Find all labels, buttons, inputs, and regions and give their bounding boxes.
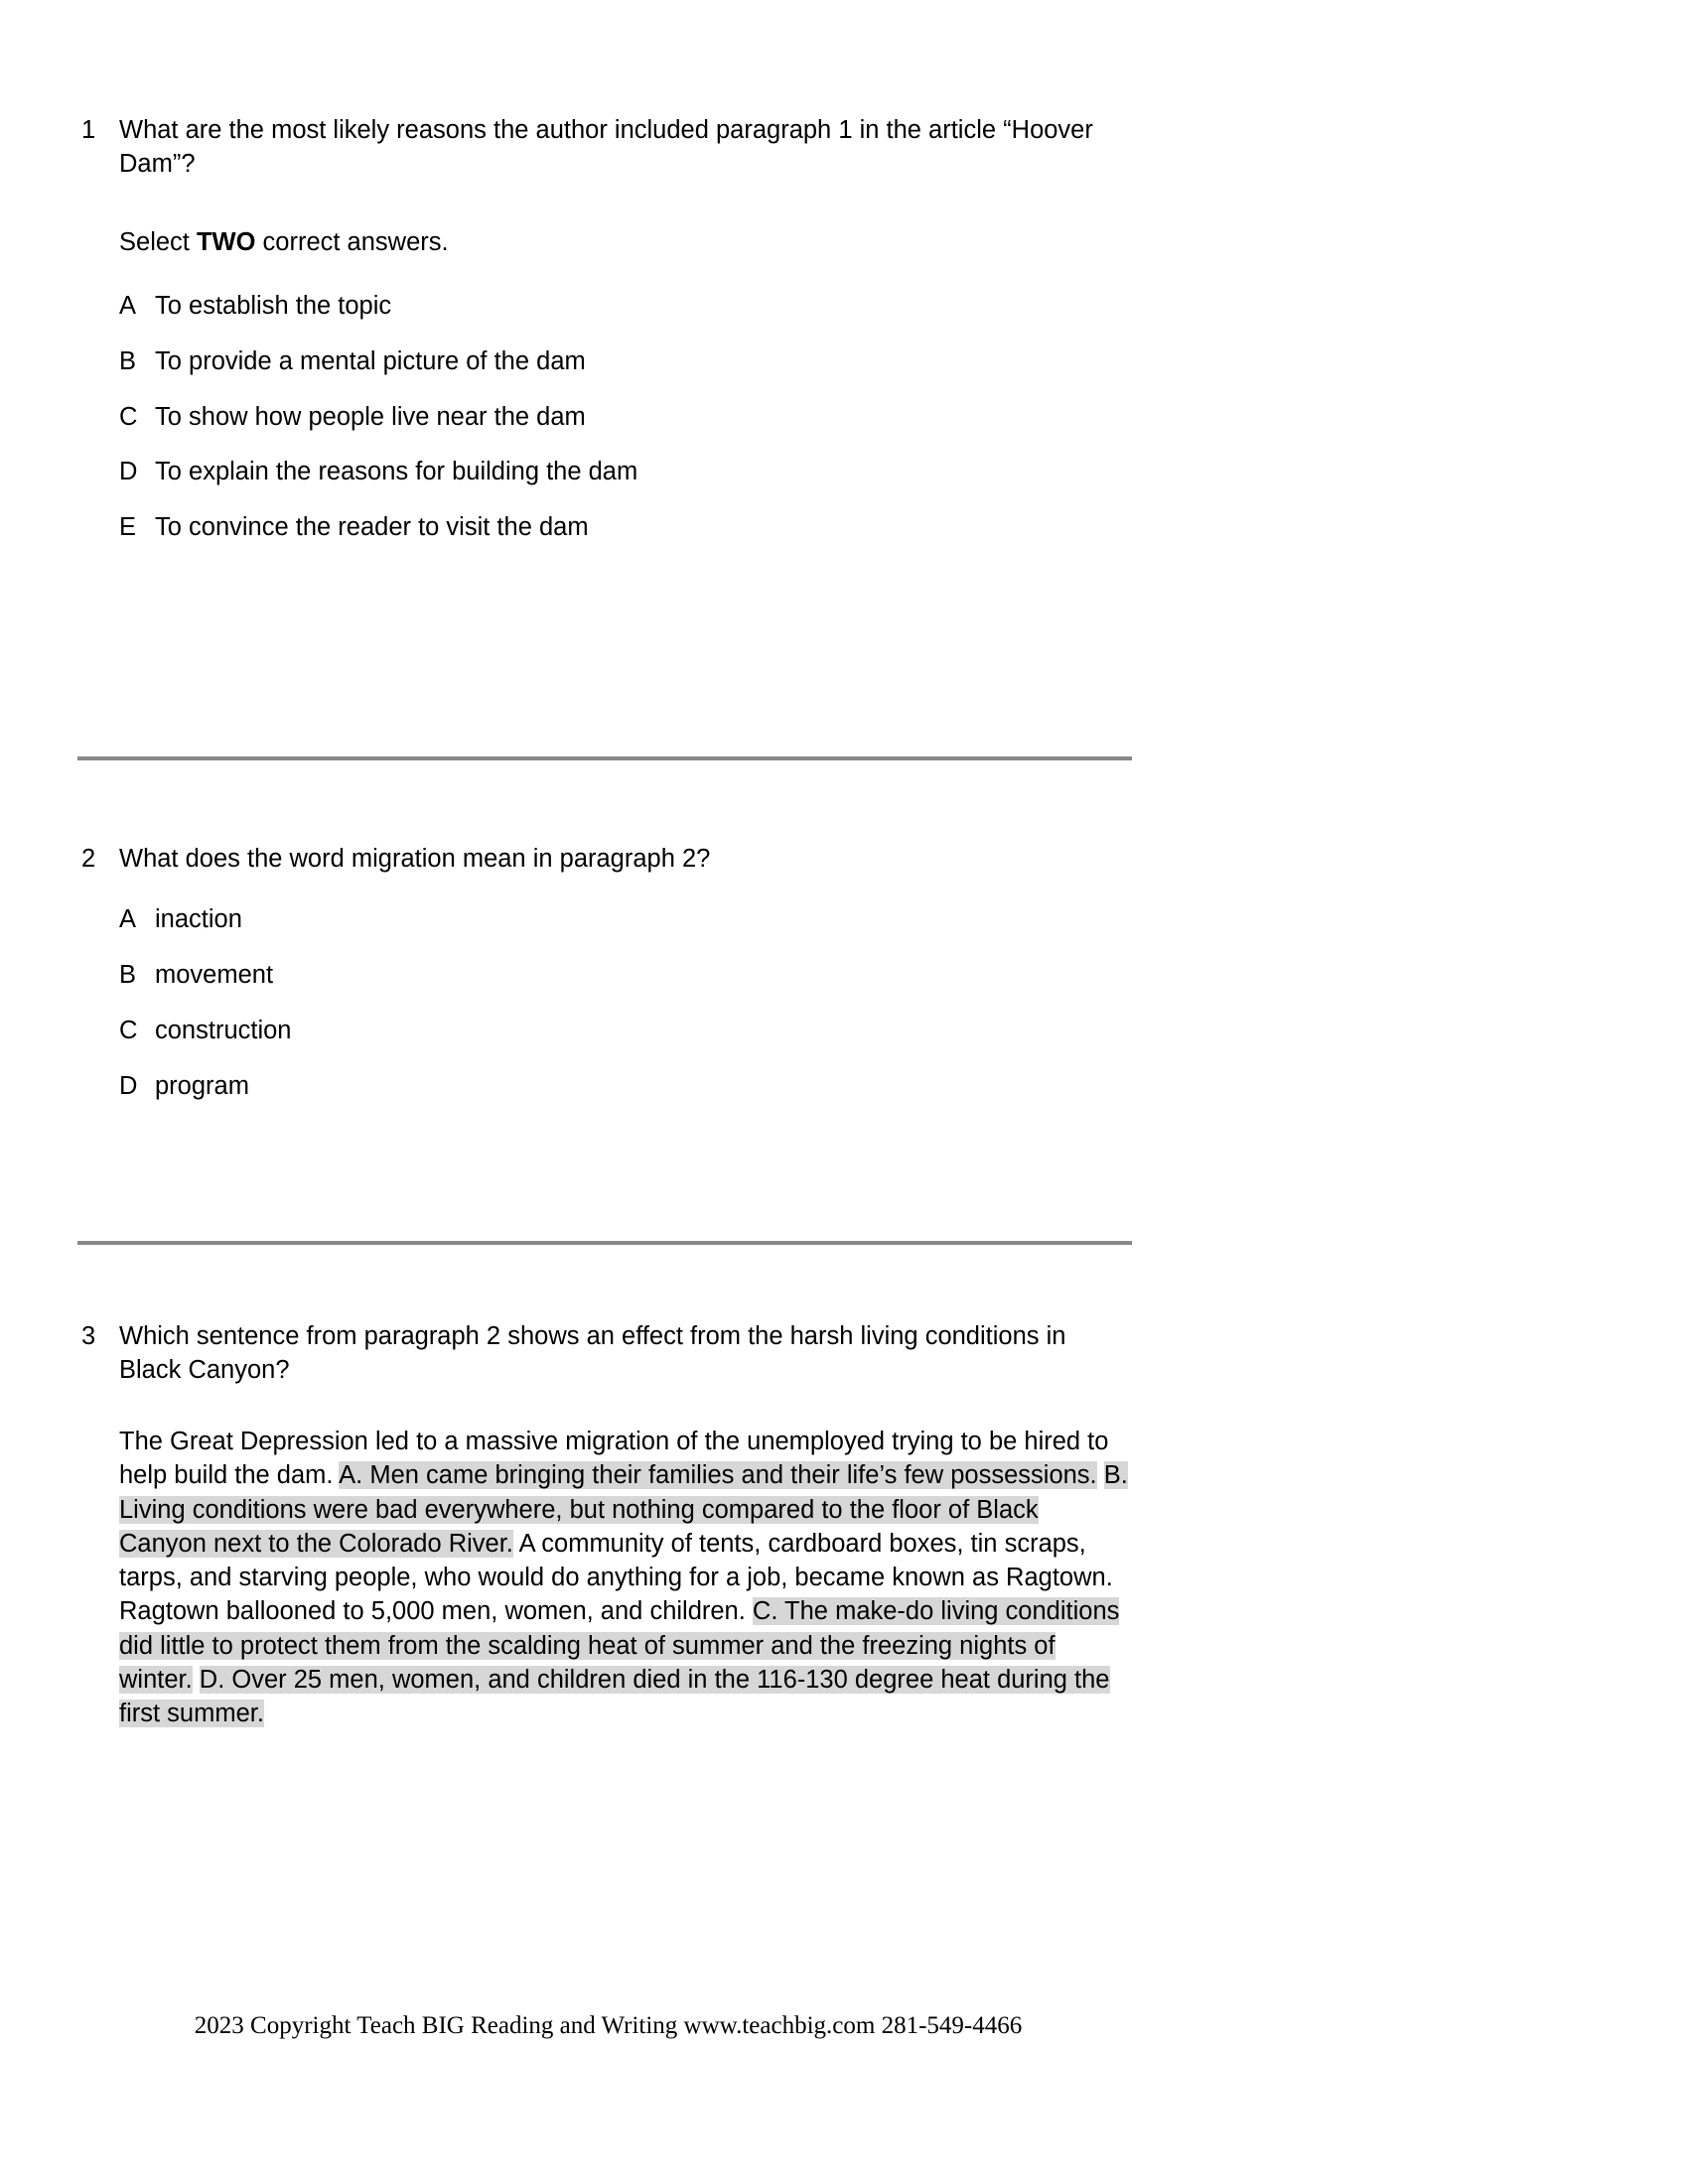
question-1-number: 1 [81,116,96,144]
choice-text: To explain the reasons for building the dam [155,458,638,486]
choice-text: movement [155,960,274,989]
choice-letter: E [119,513,137,542]
choice-text: construction [155,1016,292,1044]
question-block-3 [0,1320,1216,1388]
choice-letter: A [119,291,137,320]
question-3-passage [119,1425,1132,1731]
instruction-prefix: Select [119,227,197,256]
question-block-1 [0,114,1216,545]
question-1-choices [0,290,1216,546]
page-footer: 2023 Copyright Teach BIG Reading and Writing www.teachbig.com 281-549-4466 [194,2012,1023,2039]
choice-option[interactable] [119,290,1132,324]
choice-text: To establish the topic [155,291,392,320]
choice-letter: D [119,458,138,486]
section-divider [77,1241,1132,1245]
passage-segment-highlighted-d[interactable]: D. Over 25 men, women, and children died in the 116-130 degree heat during the first summer. [119,1666,1110,1728]
passage-segment-highlighted-a[interactable]: A. Men came bringing their families and their life’s few possessions. [339,1461,1097,1490]
question-2-choices [0,903,1216,1104]
passage-segment-highlighted-b[interactable]: B. Living conditions were bad everywhere, but nothing compared to the floor of Black Canyon next to the Colorado River. [119,1461,1128,1558]
instruction-emphasis: TWO [196,227,256,256]
question-3-stem-row [0,1320,1216,1388]
choice-option[interactable] [119,345,1132,379]
question-2-text: What does the word migration mean in paragraph 2? [119,845,711,873]
question-1-text: What are the most likely reasons the author included paragraph 1 in the article “Hoover Dam”? [119,116,1093,178]
choice-text: inaction [155,904,242,933]
question-1-stem-row [0,114,1216,182]
choice-letter: B [119,346,137,375]
question-2-stem-row [0,843,1216,877]
choice-option[interactable] [119,1015,1132,1048]
passage-segment-plain: The Great Depression led to a massive migration of the unemployed trying to be hired to help build the dam. [119,1428,1109,1490]
choice-option[interactable] [119,511,1132,545]
question-1-instruction [0,226,1216,260]
choice-option[interactable] [119,456,1132,489]
passage-segment-gap [1097,1461,1104,1489]
choice-letter: B [119,960,137,989]
choice-option[interactable] [119,401,1132,435]
section-divider [77,756,1132,760]
choice-option[interactable] [119,959,1132,993]
choice-text: program [155,1071,249,1100]
choice-option[interactable] [119,1070,1132,1104]
passage-segment-gap [193,1666,200,1694]
choice-letter: A [119,904,137,933]
question-2-number: 2 [81,845,96,873]
passage-segment-highlighted-c[interactable]: C. The make-do living conditions did little to protect them from the scalding heat of summer and the freezing nights of winter. [119,1597,1120,1695]
question-3-number: 3 [81,1322,96,1350]
instruction-suffix: correct answers. [255,227,449,256]
choice-text: To convince the reader to visit the dam [155,513,589,542]
choice-letter: C [119,402,138,431]
choice-letter: C [119,1016,138,1044]
choice-letter: D [119,1071,138,1100]
passage-segment-plain: A community of tents, cardboard boxes, tin scraps, tarps, and starving people, who would do anything for a job, became known as Ragtown. Ragtown ballooned to 5,000 men, women, and children. [119,1529,1113,1626]
choice-text: To show how people live near the dam [155,402,586,431]
question-block-2 [0,843,1216,1104]
question-3-text: Which sentence from paragraph 2 shows an effect from the harsh living conditions in Black Canyon? [119,1322,1066,1384]
choice-text: To provide a mental picture of the dam [155,346,586,375]
choice-option[interactable] [119,903,1132,937]
